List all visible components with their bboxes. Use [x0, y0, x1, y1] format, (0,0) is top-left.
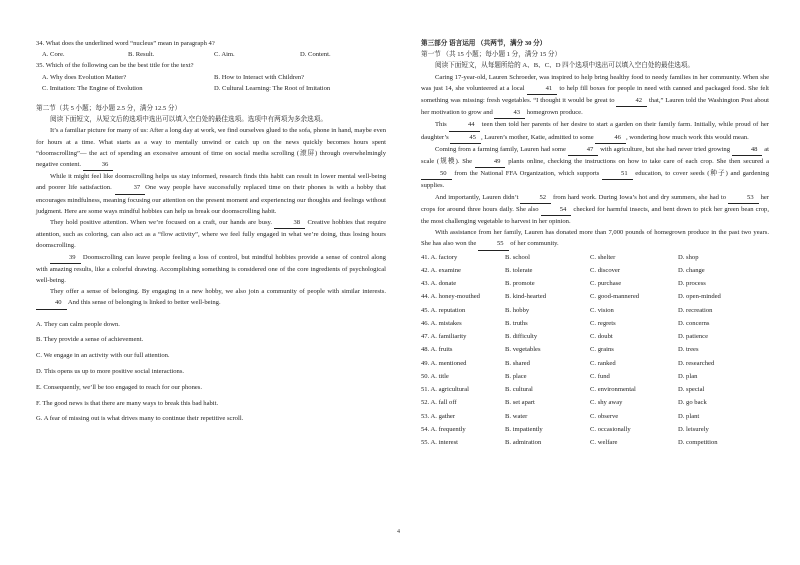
passage-paragraph: While it might feel like doomscrolling helps us stay informed, research finds this habit can result in lower mental well-being and poorer life satisfaction. 37 One way people have successfully replaced time on their phones is with a hobby that encourages mindfulness, meaning focusing our attention on the present moment and experiencing our thoughts and feelings without judgment. Here are some ways mindful hobbies can help us break our doomscrolling habit. — [36, 173, 387, 215]
question-35-stem: 35. Which of the following can be the best title for the text? — [36, 62, 194, 70]
options-row: 55. A. interest B. admiration C. welfare D. competition — [421, 439, 718, 447]
right-column — [421, 38, 769, 449]
options-row: 49. A. mentioned B. shared C. ranked D. researched — [421, 359, 715, 367]
blank-54[interactable]: 54 — [541, 204, 572, 216]
question-35-options — [36, 72, 386, 94]
options-row: 54. A. frequently B. impatiently C. occasionally D. leisurely — [421, 425, 709, 433]
options-row: 41. A. factory B. school C. shelter D. shop — [421, 253, 699, 261]
option[interactable]: C. Aim. — [214, 51, 235, 59]
options-row: 52. A. fall off B. set apart C. shy away D. go back — [421, 399, 707, 407]
seven-option-a[interactable]: A. They can calm people down. — [36, 320, 120, 328]
options-row: 48. A. fruits B. vegetables C. grains D. trees — [421, 346, 699, 354]
cloze-paragraph: With assistance from her family, Lauren has donated more than 7,000 pounds of homegrown produce in the past two years. She has also won the 55 of her community. — [421, 227, 769, 250]
section1-heading: 第一节 （共 15 小题；每小题 1 分，满分 15 分） — [421, 51, 562, 59]
option[interactable]: D. Content. — [300, 51, 331, 59]
option[interactable]: C. Imitation: The Engine of Evolution — [42, 84, 143, 92]
blank-47[interactable]: 47 — [568, 144, 599, 156]
seven-options-list — [36, 317, 386, 428]
option[interactable]: B. Result. — [128, 51, 155, 59]
blank-40[interactable]: 40 — [36, 297, 67, 309]
blank-44[interactable]: 44 — [449, 119, 480, 131]
options-row: 53. A. gather B. water C. observe D. plant — [421, 412, 700, 420]
blank-45[interactable]: 45 — [450, 132, 481, 144]
blank-53[interactable]: 53 — [728, 192, 759, 204]
question-35 — [36, 60, 386, 94]
blank-36[interactable]: 36 — [83, 159, 114, 171]
options-row: 46. A. mistakes B. truths C. regrets D. concerns — [421, 319, 710, 327]
blank-42[interactable]: 42 — [616, 95, 647, 107]
blank-38[interactable]: 38 — [274, 217, 305, 229]
option[interactable]: D. Cultural Learning: The Root of Imitation — [214, 84, 331, 92]
seven-option-b[interactable]: B. They provide a sense of achievement. — [36, 336, 144, 344]
part3-heading: 第三部分 语言运用 （共两节，满分 30 分） — [421, 40, 547, 47]
passage-paragraph: It’s a familiar picture for many of us: After a long day at work, we find ourselves glued to the sofa, phone in hand, maybe even for hours at a time. What starts as a way to mentally unwind or catch up on the news quickly becomes hours spent “doomscrolling”— the act of spending an excessive amount of time on social media scrolling (滚屏) through overwhelmingly negative content. 36 — [36, 125, 386, 171]
blank-49[interactable]: 49 — [475, 156, 506, 168]
section2-heading: 第二节（共 5 小题；每小题 2.5 分，满分 12.5 分） — [36, 105, 182, 113]
seven-option-f[interactable]: F. The good news is that there are many ways to break this bad habit. — [36, 399, 219, 407]
blank-48[interactable]: 48 — [732, 144, 763, 156]
option[interactable]: B. How to Interact with Children? — [214, 73, 305, 81]
blank-50[interactable]: 50 — [421, 168, 452, 180]
question-34-stem: 34. What does the underlined word “nucleus” mean in paragraph 4? — [36, 40, 215, 47]
seven-option-d[interactable]: D. This opens us up to more positive social interactions. — [36, 368, 185, 376]
cloze-options-table — [421, 251, 769, 450]
options-row: 45. A. reputation B. hobby C. vision D. recreation — [421, 306, 713, 314]
options-row: 47. A. familiarity B. difficulty C. doubt D. patience — [421, 333, 709, 341]
seven-option-c[interactable]: C. We engage in an activity with our full attention. — [36, 352, 170, 360]
question-34 — [36, 38, 386, 60]
passage-paragraph: 39 Doomscrolling can leave people feeling a loss of control, but mindful hobbies provide a sense of control along with amazing results, like a colorful drawing. Accomplishing something is considered one of the core ingredients of psychological well-being. — [36, 253, 386, 285]
blank-51[interactable]: 51 — [602, 168, 633, 180]
passage-paragraph: They hold positive attention. When we’re focused on a craft, our hands are busy. 38 Creative hobbies that require attention, such as coloring, can also act as a “flow activity”, where we feel fully engaged in what we’re doing, thus losing hours doomscrolling. — [36, 219, 386, 250]
blank-52[interactable]: 52 — [520, 192, 551, 204]
section2-instruction: 阅读下面短文，从短文后的选项中选出可以填入空白处的最佳选项。选项中有两项为多余选项。 — [50, 116, 327, 124]
seven-option-g[interactable]: G. A fear of missing out is what drives many to continue their repetitive scroll. — [36, 415, 244, 423]
left-column — [36, 38, 386, 427]
page-number: 4 — [397, 529, 400, 535]
options-row: 43. A. donate B. promote C. purchase D. process — [421, 280, 706, 288]
cloze-paragraph: This 44 teen then told her parents of her desire to start a garden on their family farm. Initially, while proud of her daughter’s 45 , Lauren’s mother, Katie, admitted to some 46 , wondering how much work this would mean. — [421, 119, 769, 143]
passage-paragraph: They offer a sense of belonging. By engaging in a new hobby, we also join a community of people with similar interests. 40 And this sense of belonging is linked to better well-being. — [36, 286, 386, 309]
blank-43[interactable]: 43 — [494, 107, 525, 119]
section1-instruction: 阅读下面短文，从每题所给的 A、B、C、D 四个选项中选出可以填入空白处的最佳选项。 — [435, 62, 694, 70]
blank-37[interactable]: 37 — [115, 182, 146, 194]
blank-55[interactable]: 55 — [478, 238, 509, 250]
option[interactable]: A. Why does Evolution Matter? — [42, 73, 127, 81]
options-row: 50. A. title B. place C. fund D. plan — [421, 372, 698, 380]
cloze-paragraph: Coming from a farming family, Lauren had some 47 with agriculture, but she had never tried growing 48 at scale (规模). She 49 plants online, checking the instructions on how to take care of each crop. She then secured a 50 from the National FFA Organization, which supports 51 education, to cover seeds (种子) and gardening supplies. — [421, 145, 770, 190]
cloze-paragraph: Caring 17-year-old, Lauren Schroeder, was inspired to help bring healthy food to needy families in her community. When she was just 14, she volunteered at a local 41 to help fill boxes for people in need with canned and packaged food. She felt something was missing: fresh vegetables. “I thought it would be great to 42 that,” Lauren told the Washington Post about her motivation to grow and 43 homegrown produce. — [421, 72, 769, 120]
blank-39[interactable]: 39 — [50, 252, 81, 264]
options-row: 44. A. honey-mouthed B. kind-hearted C. good-mannered D. open-minded — [421, 293, 721, 301]
option[interactable]: A. Core. — [42, 51, 65, 59]
options-row: 42. A. examine B. tolerate C. discover D. change — [421, 266, 705, 274]
blank-46[interactable]: 46 — [595, 132, 626, 144]
cloze-paragraph: And importantly, Lauren didn’t 52 from hard work. During Iowa’s hot and dry summers, she had to 53 her crops for around three hours daily. She also 54 checked for harmful insects, and bent down to pick her green bean crop, the most challenging vegetable to harvest in her opinion. — [421, 193, 770, 226]
blank-41[interactable]: 41 — [527, 83, 558, 95]
question-34-options — [36, 49, 386, 60]
options-row: 51. A. agricultural B. cultural C. environmental D. special — [421, 386, 705, 394]
seven-option-e[interactable]: E. Consequently, we’ll be too engaged to reach for our phones. — [36, 383, 203, 391]
